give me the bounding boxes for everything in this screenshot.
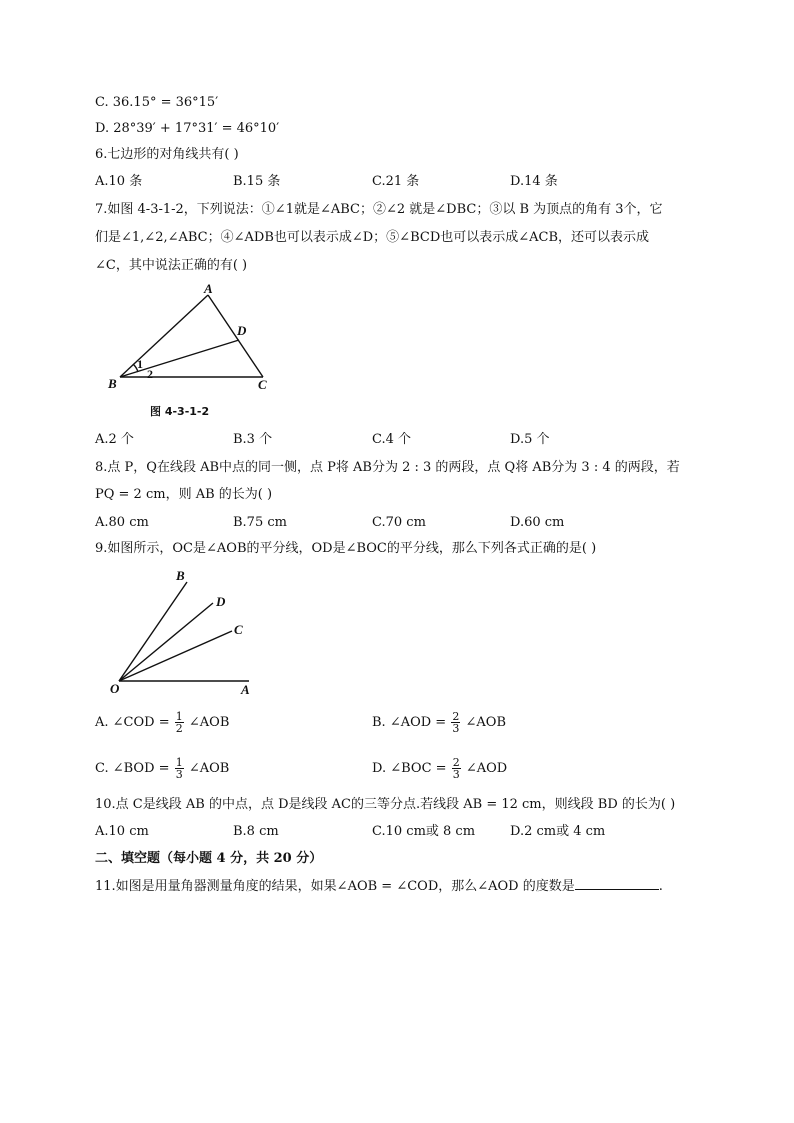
q7-stem-line-3: ∠C，其中说法正确的有( ) [95,258,248,273]
q9-angle-figure [105,566,265,698]
q11-end: . [658,879,663,894]
q5-option-d: D. 28°39′ + 17°31′ = 46°10′ [95,121,280,136]
fraction [451,711,460,734]
denominator: 2 [175,722,183,735]
label-c: C [234,622,243,637]
q9-option-b-label: B. ∠AOD = [372,715,447,730]
q6-option-a: A.10 条 [95,174,143,189]
q7-option-c: C.4 个 [372,432,412,447]
q8-option-d: D.60 cm [510,515,565,530]
q9-option-b [372,711,506,734]
fraction [175,757,184,780]
label-a: A [204,282,213,296]
label-c: C [258,377,267,392]
label-d: D [216,594,226,609]
q9-option-d-tail: ∠AOD [465,761,508,776]
label-angle-1: 1 [137,357,143,371]
q9-option-d-label: D. ∠BOC = [372,761,447,776]
numerator: 1 [175,710,183,723]
q8-stem-line-2: PQ = 2 cm，则 AB 的长为( ) [95,487,273,502]
q10-option-a: A.10 cm [95,824,149,839]
label-b: B [176,568,185,583]
denominator: 3 [452,768,460,781]
q6-stem: 6.七边形的对角线共有( ) [95,147,239,162]
q7-figure-caption: 图 4-3-1-2 [150,405,210,418]
q11-stem: 11.如图是用量角器测量角度的结果，如果∠AOB = ∠COD，那么∠AOD 的度数是 [95,879,575,894]
q10-option-c: C.10 cm或 8 cm [372,824,476,839]
q6-option-c: C.21 条 [372,174,420,189]
answer-blank[interactable] [575,877,659,890]
section-title: 二、填空题（每小题 4 分，共 20 分） [95,851,323,866]
q9-option-d [372,757,507,780]
q8-option-c: C.70 cm [372,515,426,530]
q10-option-b: B.8 cm [233,824,279,839]
q7-option-b: B.3 个 [233,432,273,447]
q9-option-b-tail: ∠AOB [465,715,506,730]
q7-option-a: A.2 个 [95,432,134,447]
q7-option-d: D.5 个 [510,432,550,447]
label-d: D [237,323,247,338]
q6-option-b: B.15 条 [233,174,281,189]
label-b: B [108,376,117,391]
q9-option-c [95,757,229,780]
numerator: 1 [175,756,183,769]
q6-option-d: D.14 条 [510,174,558,189]
q9-stem: 9.如图所示，OC是∠AOB的平分线，OD是∠BOC的平分线，那么下列各式正确的是( ) [95,541,597,556]
q8-option-a: A.80 cm [95,515,149,530]
q7-triangle-figure [105,282,285,392]
q7-stem-line-1: 7.如图 4-3-1-2，下列说法：①∠1就是∠ABC；②∠2 就是∠DBC；③以 B 为顶点的角有 3个，它 [95,202,663,217]
q7-stem-line-2: 们是∠1,∠2,∠ABC；④∠ADB也可以表示成∠D；⑤∠BCD也可以表示成∠ACB，还可以表示成 [95,230,650,245]
q11-line [95,877,663,896]
numerator: 2 [452,756,460,769]
q8-stem-line-1: 8.点 P，Q在线段 AB中点的同一侧，点 P将 AB分为 2 : 3 的两段，点 Q将 AB分为 3 : 4 的两段，若 [95,460,680,475]
q9-option-a [95,711,229,734]
denominator: 3 [175,768,183,781]
q9-option-a-tail: ∠AOB [188,715,230,730]
numerator: 2 [452,710,460,723]
denominator: 3 [452,722,460,735]
q9-option-a-label: A. ∠COD = [95,715,170,730]
label-a: A [241,682,250,697]
q5-option-c: C. 36.15° = 36°15′ [95,95,219,110]
q8-option-b: B.75 cm [233,515,287,530]
ray-od [119,603,213,681]
q10-stem: 10.点 C是线段 AB 的中点，点 D是线段 AC的三等分点.若线段 AB = 12 cm，则线段 BD 的长为( ) [95,797,676,812]
fraction [175,711,184,734]
label-angle-2: 2 [147,367,153,381]
q10-option-d: D.2 cm或 4 cm [510,824,606,839]
segment-ac [208,295,263,377]
fraction [452,757,461,780]
q9-option-c-label: C. ∠BOD = [95,761,170,776]
q9-option-c-tail: ∠AOB [188,761,230,776]
label-o: O [110,681,120,696]
